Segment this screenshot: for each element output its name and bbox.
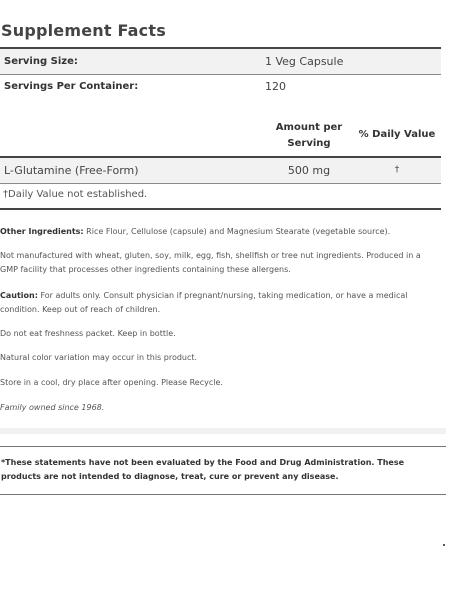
allergen-statement: Not manufactured with wheat, gluten, soy, milk, egg, fish, shellfish or tree nut ingredients. Produced in a GMP facility that processes other ingredients containing these allergens. <box>0 251 421 274</box>
caution-statement <box>0 289 440 317</box>
servings-per-container-label: Servings Per Container: <box>4 81 139 92</box>
daily-value-footnote: †Daily Value not established. <box>3 189 148 200</box>
fda-disclaimer: *These statements have not been evaluated by the Food and Drug Administration. These products are not intended to diagnose, treat, cure or prevent any disease. <box>1 458 405 481</box>
ingredient-amount: 500 mg <box>287 164 331 177</box>
servings-per-container-row <box>0 75 441 100</box>
amount-per-serving-header <box>269 120 349 152</box>
storage-note: Store in a cool, dry place after opening. Please Recycle. <box>0 378 223 387</box>
ingredient-name: L-Glutamine (Free-Form) <box>4 164 139 177</box>
panel-title: Supplement Facts <box>1 21 166 40</box>
disclaimer-bottom-rule <box>0 494 446 495</box>
other-ingredients-label: Other Ingredients: <box>0 227 84 236</box>
other-ingredients <box>0 225 440 239</box>
disclaimer-top-rule <box>0 446 446 447</box>
color-variation-note: Natural color variation may occur in this product. <box>0 353 198 362</box>
amount-header-line1: Amount per <box>275 122 343 133</box>
caution-text: For adults only. Consult physician if pregnant/nursing, taking medication, or have a medical condition. Keep out of reach of children. <box>0 291 408 314</box>
freshness-note: Do not eat freshness packet. Keep in bottle. <box>0 329 176 338</box>
servings-per-container-value: 120 <box>265 80 286 93</box>
other-ingredients-text: Rice Flour, Cellulose (capsule) and Magnesium Stearate (vegetable source). <box>83 227 391 236</box>
daily-value-header: % Daily Value <box>358 129 436 140</box>
family-owned-note: Family owned since 1968. <box>0 403 105 412</box>
serving-size-value: 1 Veg Capsule <box>265 55 344 68</box>
serving-size-label: Serving Size: <box>4 56 78 67</box>
bottom-rule <box>0 208 441 210</box>
table-header-row <box>0 118 441 154</box>
amount-header-line2: Serving <box>287 138 331 149</box>
caution-label: Caution: <box>0 291 38 300</box>
ingredient-daily-value: † <box>394 165 400 175</box>
section-band <box>0 428 446 434</box>
stray-dot <box>443 544 445 546</box>
ingredient-row <box>0 158 441 183</box>
ingredient-divider <box>0 183 441 184</box>
serving-size-row <box>0 49 441 74</box>
